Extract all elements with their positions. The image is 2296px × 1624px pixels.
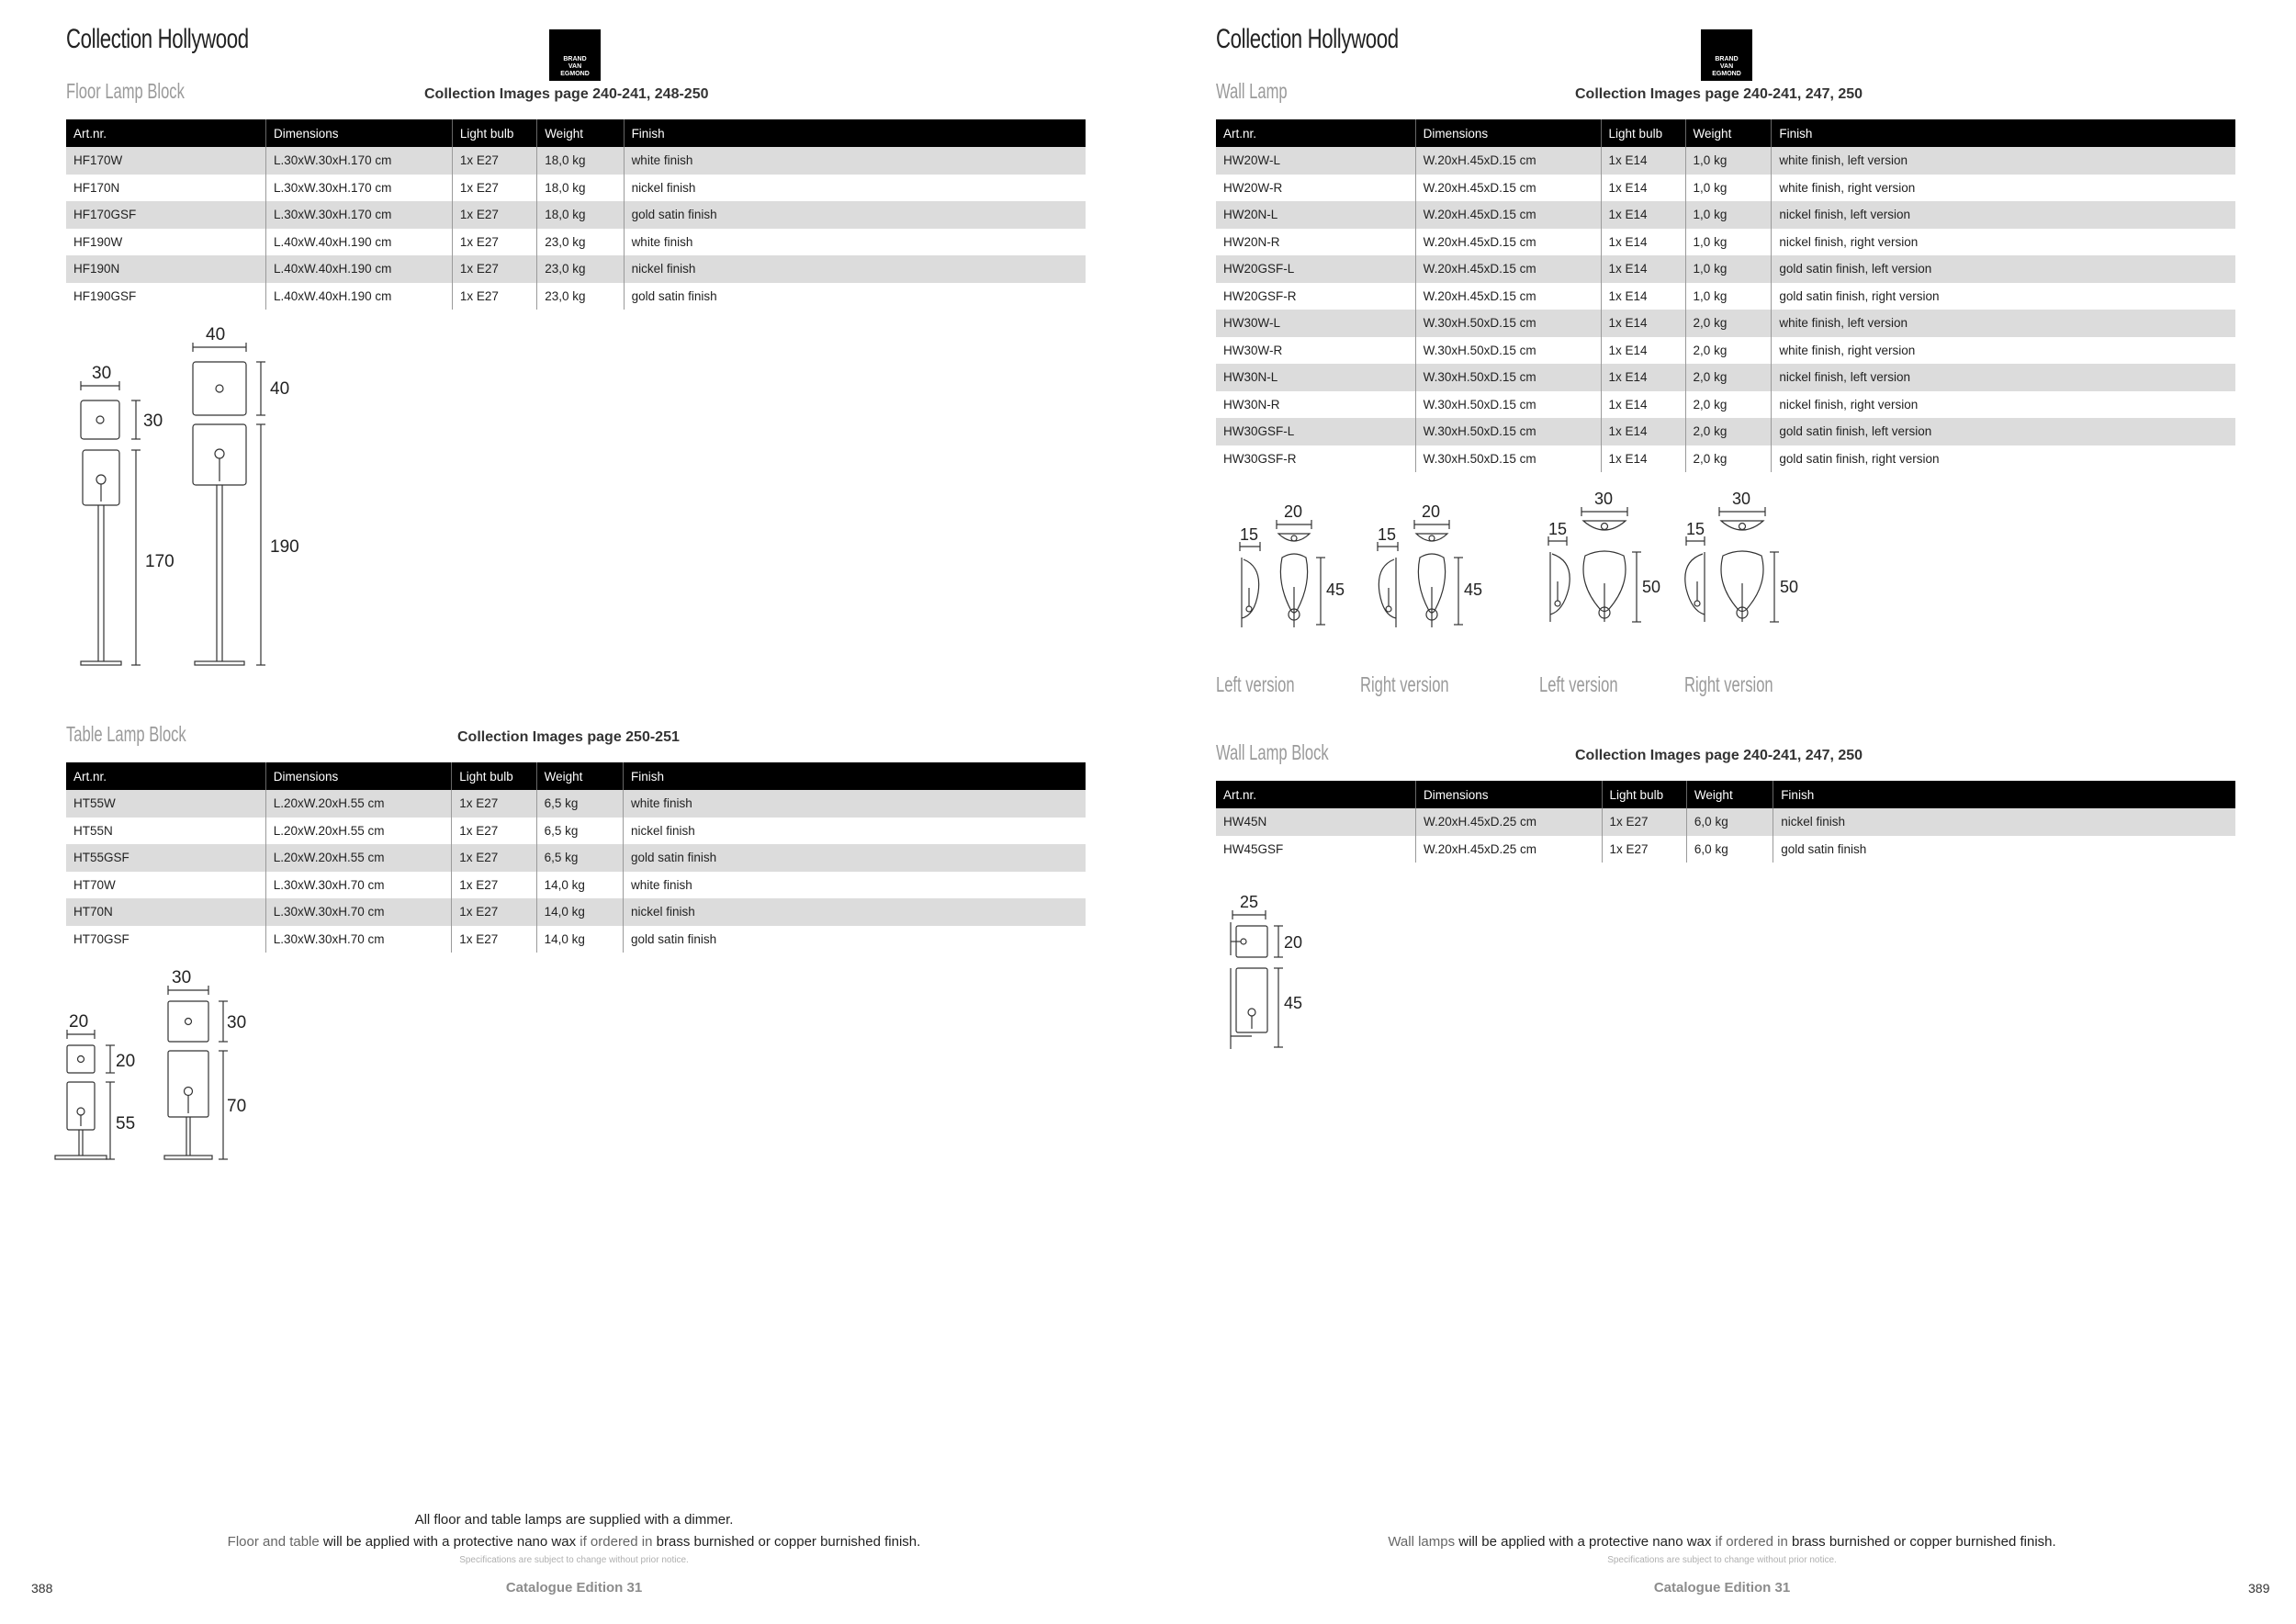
table-cell: W.20xH.45xD.25 cm [1415,836,1602,863]
table-cell: HW45GSF [1223,841,1284,856]
wall-lamp-images-ref: Collection Images page 240-241, 247, 250 [1575,86,1863,102]
column-header: Weight [536,762,623,790]
table-cell: 1x E27 [452,147,536,175]
table-row [1216,364,2235,391]
column-header: Art.nr. [1216,781,1415,808]
table-header-row [1216,119,2235,147]
table-b-depth-label: 30 [227,1013,247,1032]
table-row [1216,175,2235,202]
page-number: 389 [2248,1581,2270,1596]
table-cell: nickel finish [624,175,1086,202]
table-cell: 1x E27 [452,818,536,845]
column-header: Finish [1772,119,2235,147]
table-cell: 1x E27 [452,255,536,283]
wall-lamp-spec-table [1216,119,2235,472]
table-cell: 1x E27 [452,790,536,818]
column-header: Finish [1773,781,2235,808]
table-cell: 1x E14 [1601,255,1685,283]
wall-g4-width-label: 30 [1732,491,1751,508]
right-version-caption: Right version [1360,672,1449,696]
wall-g3-depth-label: 15 [1548,520,1568,538]
footer-wax-note [0,1534,1148,1550]
table-cell: 2,0 kg [1685,310,1772,337]
table-cell: 1x E14 [1601,391,1685,419]
table-cell: W.30xH.50xD.15 cm [1415,418,1601,445]
table-cell: gold satin finish, left version [1772,418,2235,445]
column-header: Art.nr. [66,762,265,790]
table-cell: HW30N-L [1216,364,1415,391]
table-cell: 6,0 kg [1686,836,1773,863]
wall-g1-width-label: 20 [1284,502,1303,521]
table-cell: L.30xW.30xH.70 cm [265,898,451,926]
table-cell: 1x E14 [1601,147,1685,175]
table-cell: 1x E14 [1601,283,1685,310]
wall-g1-depth-label: 15 [1240,525,1259,544]
table-cell: 14,0 kg [536,898,623,926]
table-cell: HW20GSF-R [1223,288,1297,303]
table-cell: L.20xW.20xH.55 cm [265,790,451,818]
table-cell: 1x E14 [1601,175,1685,202]
table-cell: HF190W [73,234,123,249]
brand-logo [1701,29,1752,81]
table-cell: HT70W [73,877,116,892]
table-row [1216,283,2235,310]
table-cell: W.20xH.45xD.15 cm [1415,201,1601,229]
table-cell: 1x E27 [452,926,536,953]
table-cell: HW20N-R [1223,234,1280,249]
brand-logo [549,29,601,81]
table-cell: white finish [624,147,1086,175]
table-row [1216,310,2235,337]
logo-word-1: BRAND [1715,56,1739,62]
floor-b-height-label: 190 [270,537,299,557]
table-cell: 1x E27 [452,844,536,872]
table-cell: 1x E14 [1601,364,1685,391]
wall-lamp-block-section-title: Wall Lamp Block [1216,740,1329,764]
table-cell: nickel finish, left version [1772,364,2235,391]
table-cell: HF170N [73,180,120,195]
table-cell: 2,0 kg [1685,391,1772,419]
table-row [66,844,1086,872]
page-number: 388 [31,1581,53,1596]
table-cell: white finish, right version [1772,175,2235,202]
wall-g3-height-label: 50 [1642,578,1661,596]
table-cell: W.20xH.45xD.15 cm [1415,283,1601,310]
table-cell: W.20xH.45xD.15 cm [1415,147,1601,175]
floor-b-depth-label: 40 [270,379,290,399]
logo-word-1: BRAND [563,56,587,62]
table-cell: HW45N [1216,808,1415,836]
table-cell: HW20GSF-L [1216,255,1415,283]
table-cell: 2,0 kg [1685,445,1772,473]
table-lamp-drawing [51,964,271,1176]
wall-g4-height-label: 50 [1780,578,1799,596]
table-cell: 1x E27 [452,175,536,202]
footer-wax-note-text-1: will be applied with a protective nano wax [1455,1534,1716,1550]
column-header: Weight [1685,119,1772,147]
table-row [66,283,1086,310]
table-cell: 6,5 kg [536,818,623,845]
table-cell: 1x E14 [1601,201,1685,229]
table-cell: W.30xH.50xD.15 cm [1415,310,1601,337]
footer-wax-note-subject: Wall lamps [1388,1534,1456,1550]
logo-word-2: VAN [1719,63,1734,70]
table-cell: L.30xW.30xH.70 cm [265,926,451,953]
table-cell: gold satin finish [624,201,1086,229]
table-row [66,229,1086,256]
table-cell: gold satin finish, left version [1772,255,2235,283]
table-cell: 1x E14 [1601,337,1685,365]
table-cell: L.20xW.20xH.55 cm [265,844,451,872]
table-cell: 18,0 kg [537,147,624,175]
table-cell: 1,0 kg [1685,255,1772,283]
floor-lamp-spec-table [66,119,1086,310]
table-cell: HW20N-L [1216,201,1415,229]
column-header: Finish [624,119,1086,147]
floor-a-width-label: 30 [92,364,112,383]
floor-a-height-label: 170 [145,552,174,571]
table-cell: white finish, right version [1772,337,2235,365]
table-b-width-label: 30 [172,968,192,987]
table-row [66,898,1086,926]
table-row [66,818,1086,845]
table-cell: L.30xW.30xH.170 cm [266,201,453,229]
left-version-caption: Left version [1216,672,1295,696]
table-cell: nickel finish [624,818,1086,845]
floor-lamp-drawing [55,321,331,680]
table-cell: 14,0 kg [536,872,623,899]
table-b-height-label: 70 [227,1097,247,1116]
table-header-row [1216,781,2235,808]
column-header: Finish [624,762,1086,790]
table-row [66,201,1086,229]
wall-lamp-block-spec-table [1216,781,2235,863]
wall-g3-width-label: 30 [1594,491,1614,508]
table-cell: gold satin finish [624,283,1086,310]
column-header: Dimensions [1415,781,1602,808]
table-lamp-images-ref: Collection Images page 250-251 [457,729,680,745]
wall-g1-height-label: 45 [1326,581,1345,599]
floor-a-depth-label: 30 [143,412,163,431]
table-row [66,147,1086,175]
left-version-caption: Left version [1539,672,1618,696]
table-cell: white finish [624,872,1086,899]
table-a-depth-label: 20 [116,1052,136,1071]
table-cell: HW20W-L [1216,147,1415,175]
table-row [1216,229,2235,256]
footer-wax-note-condition: if ordered in [1715,1534,1788,1550]
table-row [66,926,1086,953]
table-cell: W.20xH.45xD.15 cm [1415,229,1601,256]
footer-wax-note [1148,1534,2296,1550]
table-cell: nickel finish [1773,808,2235,836]
footer-disclaimer: Specifications are subject to change without prior notice. [1607,1555,1837,1565]
wall-g2-width-label: 20 [1422,502,1441,521]
table-cell: HT55N [73,823,113,838]
table-row [66,790,1086,818]
table-cell: 1x E14 [1601,229,1685,256]
table-cell: 1x E27 [452,201,536,229]
table-cell: 18,0 kg [537,201,624,229]
right-version-caption: Right version [1684,672,1773,696]
wall-g2-depth-label: 15 [1378,525,1397,544]
logo-word-3: EGMOND [1712,71,1741,77]
wall-lamp-section-title: Wall Lamp [1216,79,1288,103]
table-row [66,872,1086,899]
column-header: Light bulb [1602,781,1686,808]
table-a-height-label: 55 [116,1114,136,1133]
table-row [1216,836,2235,863]
table-cell: 2,0 kg [1685,337,1772,365]
footer-disclaimer: Specifications are subject to change without prior notice. [459,1555,689,1565]
wall-block-side-label: 20 [1284,933,1303,952]
table-cell: white finish, left version [1772,147,2235,175]
table-row [1216,255,2235,283]
collection-title: Collection Hollywood [66,24,249,54]
table-cell: L.30xW.30xH.70 cm [265,872,451,899]
footer-dimmer-note: All floor and table lamps are supplied with a dimmer. [414,1512,734,1528]
table-cell: W.30xH.50xD.15 cm [1415,391,1601,419]
table-cell: 1x E27 [1602,808,1686,836]
table-cell: gold satin finish, right version [1772,445,2235,473]
column-header: Dimensions [265,762,451,790]
table-cell: HW30GSF-L [1216,418,1415,445]
table-cell: 18,0 kg [537,175,624,202]
table-cell: gold satin finish [624,844,1086,872]
table-cell: 1,0 kg [1685,229,1772,256]
table-cell: W.20xH.45xD.15 cm [1415,255,1601,283]
table-cell: HT70GSF [73,931,129,946]
table-cell: 1,0 kg [1685,147,1772,175]
table-cell: 1x E27 [452,872,536,899]
table-cell: 14,0 kg [536,926,623,953]
collection-title: Collection Hollywood [1216,24,1399,54]
table-cell: 2,0 kg [1685,418,1772,445]
table-cell: 1,0 kg [1685,175,1772,202]
table-cell: L.30xW.30xH.170 cm [266,147,453,175]
table-cell: HF170GSF [66,201,266,229]
table-cell: 23,0 kg [537,255,624,283]
table-cell: W.30xH.50xD.15 cm [1415,445,1601,473]
table-cell: 1,0 kg [1685,283,1772,310]
catalogue-edition: Catalogue Edition 31 [1653,1580,1791,1596]
table-cell: gold satin finish, right version [1772,283,2235,310]
table-cell: nickel finish [624,898,1086,926]
table-cell: HW20W-R [1223,180,1283,195]
table-cell: 1x E14 [1601,418,1685,445]
footer-wax-note-subject: Floor and table [227,1534,320,1550]
footer-wax-note-condition: if ordered in [580,1534,653,1550]
table-lamp-spec-table [66,762,1086,953]
table-cell: L.40xW.40xH.190 cm [266,255,453,283]
table-cell: L.30xW.30xH.170 cm [266,175,453,202]
table-cell: HW30W-R [1223,343,1283,357]
wall-g2-height-label: 45 [1464,581,1483,599]
wall-g4-depth-label: 15 [1686,520,1705,538]
table-cell: HW30N-R [1223,397,1280,412]
wall-block-height-label: 45 [1284,994,1303,1012]
table-row [66,255,1086,283]
table-cell: L.40xW.40xH.190 cm [266,229,453,256]
table-cell: HT55W [66,790,265,818]
table-cell: HF190GSF [73,288,137,303]
footer-wax-note-text-2: brass burnished or copper burnished finish. [652,1534,921,1550]
table-cell: 2,0 kg [1685,364,1772,391]
table-cell: gold satin finish [1773,836,2235,863]
wall-lamp-block-images-ref: Collection Images page 240-241, 247, 250 [1575,748,1863,763]
catalogue-edition: Catalogue Edition 31 [505,1580,643,1596]
logo-word-2: VAN [568,63,582,70]
table-cell: L.20xW.20xH.55 cm [265,818,451,845]
table-cell: white finish [624,229,1086,256]
wall-lamp-block-drawing [1221,891,1350,1056]
column-header: Art.nr. [66,119,266,147]
table-cell: HF190N [66,255,266,283]
table-row [1216,337,2235,365]
table-cell: HT55GSF [66,844,265,872]
table-cell: W.30xH.50xD.15 cm [1415,337,1601,365]
table-cell: HW30GSF-R [1223,451,1297,466]
logo-word-3: EGMOND [560,71,590,77]
floor-lamp-section-title: Floor Lamp Block [66,79,185,103]
table-cell: nickel finish, left version [1772,201,2235,229]
column-header: Light bulb [452,119,536,147]
column-header: Art.nr. [1216,119,1415,147]
table-cell: 6,0 kg [1686,808,1773,836]
table-cell: nickel finish, right version [1772,391,2235,419]
table-cell: 1x E27 [452,283,536,310]
floor-lamp-images-ref: Collection Images page 240-241, 248-250 [424,86,709,102]
table-cell: 6,5 kg [536,844,623,872]
table-header-row [66,119,1086,147]
table-cell: HT70N [66,898,265,926]
table-row [1216,418,2235,445]
footer-wax-note-text-2: brass burnished or copper burnished finish. [1787,1534,2056,1550]
column-header: Light bulb [1601,119,1685,147]
table-row [1216,201,2235,229]
table-cell: HW30W-L [1216,310,1415,337]
table-cell: gold satin finish [624,926,1086,953]
table-cell: 1x E14 [1601,310,1685,337]
table-cell: 1x E27 [452,229,536,256]
column-header: Weight [537,119,624,147]
table-cell: nickel finish, right version [1772,229,2235,256]
table-cell: W.20xH.45xD.15 cm [1415,175,1601,202]
wall-block-depth-label: 25 [1240,893,1259,911]
table-row [1216,445,2235,473]
column-header: Weight [1686,781,1773,808]
column-header: Dimensions [1415,119,1601,147]
floor-b-width-label: 40 [206,325,226,344]
table-cell: 6,5 kg [536,790,623,818]
table-row [1216,808,2235,836]
table-cell: nickel finish [624,255,1086,283]
table-header-row [66,762,1086,790]
wall-lamp-drawing [1231,491,1800,638]
table-cell: 23,0 kg [537,283,624,310]
footer-wax-note-text-1: will be applied with a protective nano wax [319,1534,580,1550]
table-row [1216,391,2235,419]
table-a-width-label: 20 [69,1012,89,1032]
table-cell: W.30xH.50xD.15 cm [1415,364,1601,391]
catalogue-page-right [1148,0,2296,1624]
table-cell: white finish [624,790,1086,818]
table-cell: white finish, left version [1772,310,2235,337]
column-header: Dimensions [266,119,453,147]
table-cell: 1,0 kg [1685,201,1772,229]
table-cell: 23,0 kg [537,229,624,256]
table-cell: W.20xH.45xD.25 cm [1415,808,1602,836]
table-lamp-section-title: Table Lamp Block [66,722,186,746]
column-header: Light bulb [452,762,536,790]
table-row [1216,147,2235,175]
table-cell: HF170W [66,147,266,175]
table-row [66,175,1086,202]
table-cell: 1x E27 [1602,836,1686,863]
table-cell: 1x E14 [1601,445,1685,473]
table-cell: 1x E27 [452,898,536,926]
table-cell: L.40xW.40xH.190 cm [266,283,453,310]
